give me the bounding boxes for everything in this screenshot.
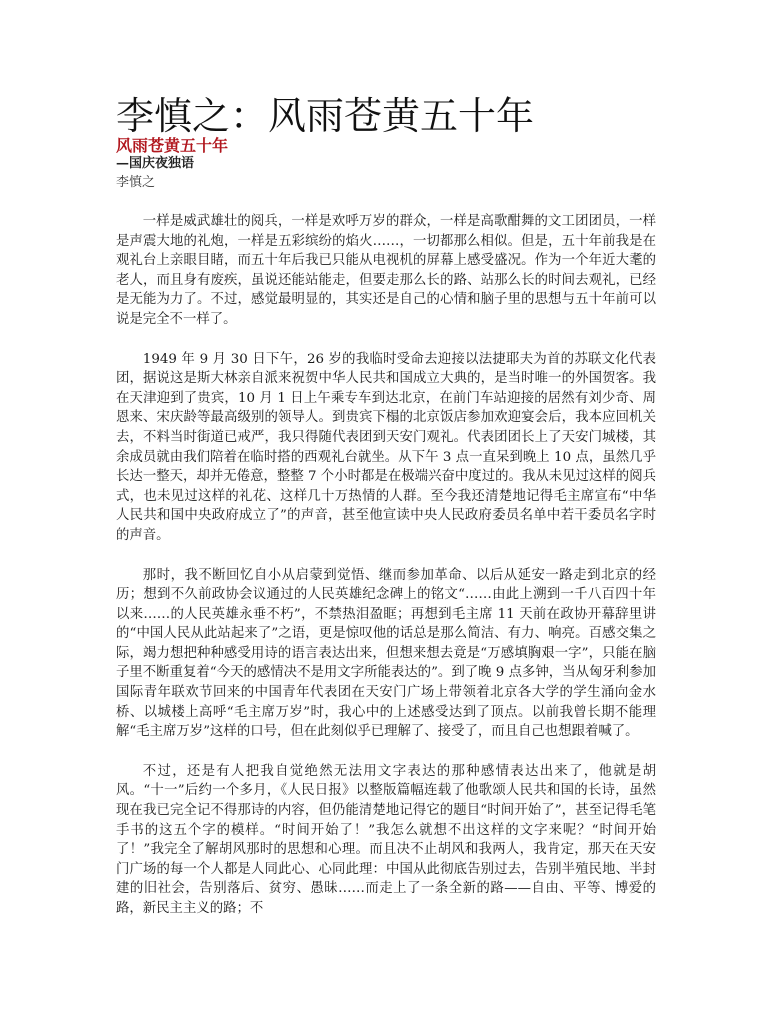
body-paragraph: 1949 年 9 月 30 日下午，26 岁的我临时受命去迎接以法捷耶夫为首的苏联文化代表团，据说这是斯大林亲自派来祝贺中华人民共和国成立大典的，是当时唯一的外国贺客。我在天津迎到了贵宾，10 月 1 日上午乘专车到达北京，在前门车站迎接的居然有刘少奇、周恩来、宋庆龄等最高级别的领导人。到贵宾下榻的北京饭店参加欢迎宴会后，我本应回机关去，不料当时街道已戒严，我只得随代表团到天安门观礼。代表团团长上了天安门城楼，其余成员就由我们陪着在临时搭的西观礼台就坐。从下午 3 点一直呆到晚上 10 点，虽然几乎长达一整天，却并无倦意，整整 7 个小时都是在极端兴奋中度过的。我从未见过这样的阅兵式，也未见过这样的礼花、这样几十万热情的人群。至今我还清楚地记得毛主席宣布“中华人民共和国中央政府成立了”的声音，甚至他宣读中央人民政府委员名单中若干委员名字时的声音。 <box>116 351 656 543</box>
body-paragraph: 那时，我不断回忆自小从启蒙到觉悟、继而参加革命、以后从延安一路走到北京的经历；想到不久前政协会议通过的人民英雄纪念碑上的铭文“……由此上溯到一千八百四十年以来……的人民英雄永垂不朽”，不禁热泪盈眶；再想到毛主席 11 天前在政协开幕辞里讲的“中国人民从此站起来了”之语，更是惊叹他的话总是那么简洁、有力、响亮。百感交集之际，竭力想把种种感受用诗的语言表达出来，但想来想去竟是“万感填胸艰一字”，只能在脑子里不断重复着“今天的感情决不是用文字所能表达的”。到了晚 9 点多钟，当从匈牙利参加国际青年联欢节回来的中国青年代表团在天安门广场上带领着北京各大学的学生涌向金水桥、以城楼上高呼“毛主席万岁”时，我心中的上述感受达到了顶点。以前我曾长期不能理解“毛主席万岁”这样的口号，但在此刻似乎已理解了、接受了，而且自己也想跟着喊了。 <box>116 567 656 740</box>
body-paragraph: 一样是威武雄壮的阅兵，一样是欢呼万岁的群众，一样是高歌酣舞的文工团团员，一样是声震大地的礼炮，一样是五彩缤纷的焰火……，一切都那么相似。但是，五十年前我是在观礼台上亲眼目睹，而五十年后我已只能从电视机的屏幕上感受盛况。作为一个年近大耄的老人，而且身有废疾，虽说还能站能走，但要走那么长的路、站那么长的时间去观礼，已经是无能为力了。不过，感觉最明显的，其实还是自己的心情和脑子里的思想与五十年前可以说是完全不一样了。 <box>116 214 656 327</box>
document-title: 李慎之：风雨苍黄五十年 <box>116 94 535 138</box>
body-paragraph: 不过，还是有人把我自觉绝然无法用文字表达的那种感情表达出来了，他就是胡风。“十一”后约一个多月，《人民日报》以整版篇幅连载了他歌颂人民共和国的长诗，虽然现在我已完全记不得那诗的内容，但仍能清楚地记得它的题目“时间开始了”，甚至记得毛笔手书的这五个字的模样。“时间开始了！”我怎么就想不出这样的文字来呢？“时间开始了！”我完全了解胡风那时的思想和心理。而且决不止胡风和我两人，我肯定，那天在天安门广场的每一个人都是人同此心、心同此理：中国从此彻底告别过去，告别半殖民地、半封建的旧社会，告别落后、贫穷、愚昧……而走上了一条全新的路——自由、平等、博爱的路，新民主主义的路；不 <box>116 763 656 916</box>
author-name: 李慎之 <box>116 175 156 190</box>
article-heading: 风雨苍黄五十年 <box>116 136 229 155</box>
article-subtitle: —国庆夜独语 <box>116 156 195 171</box>
article-body <box>116 212 656 939</box>
